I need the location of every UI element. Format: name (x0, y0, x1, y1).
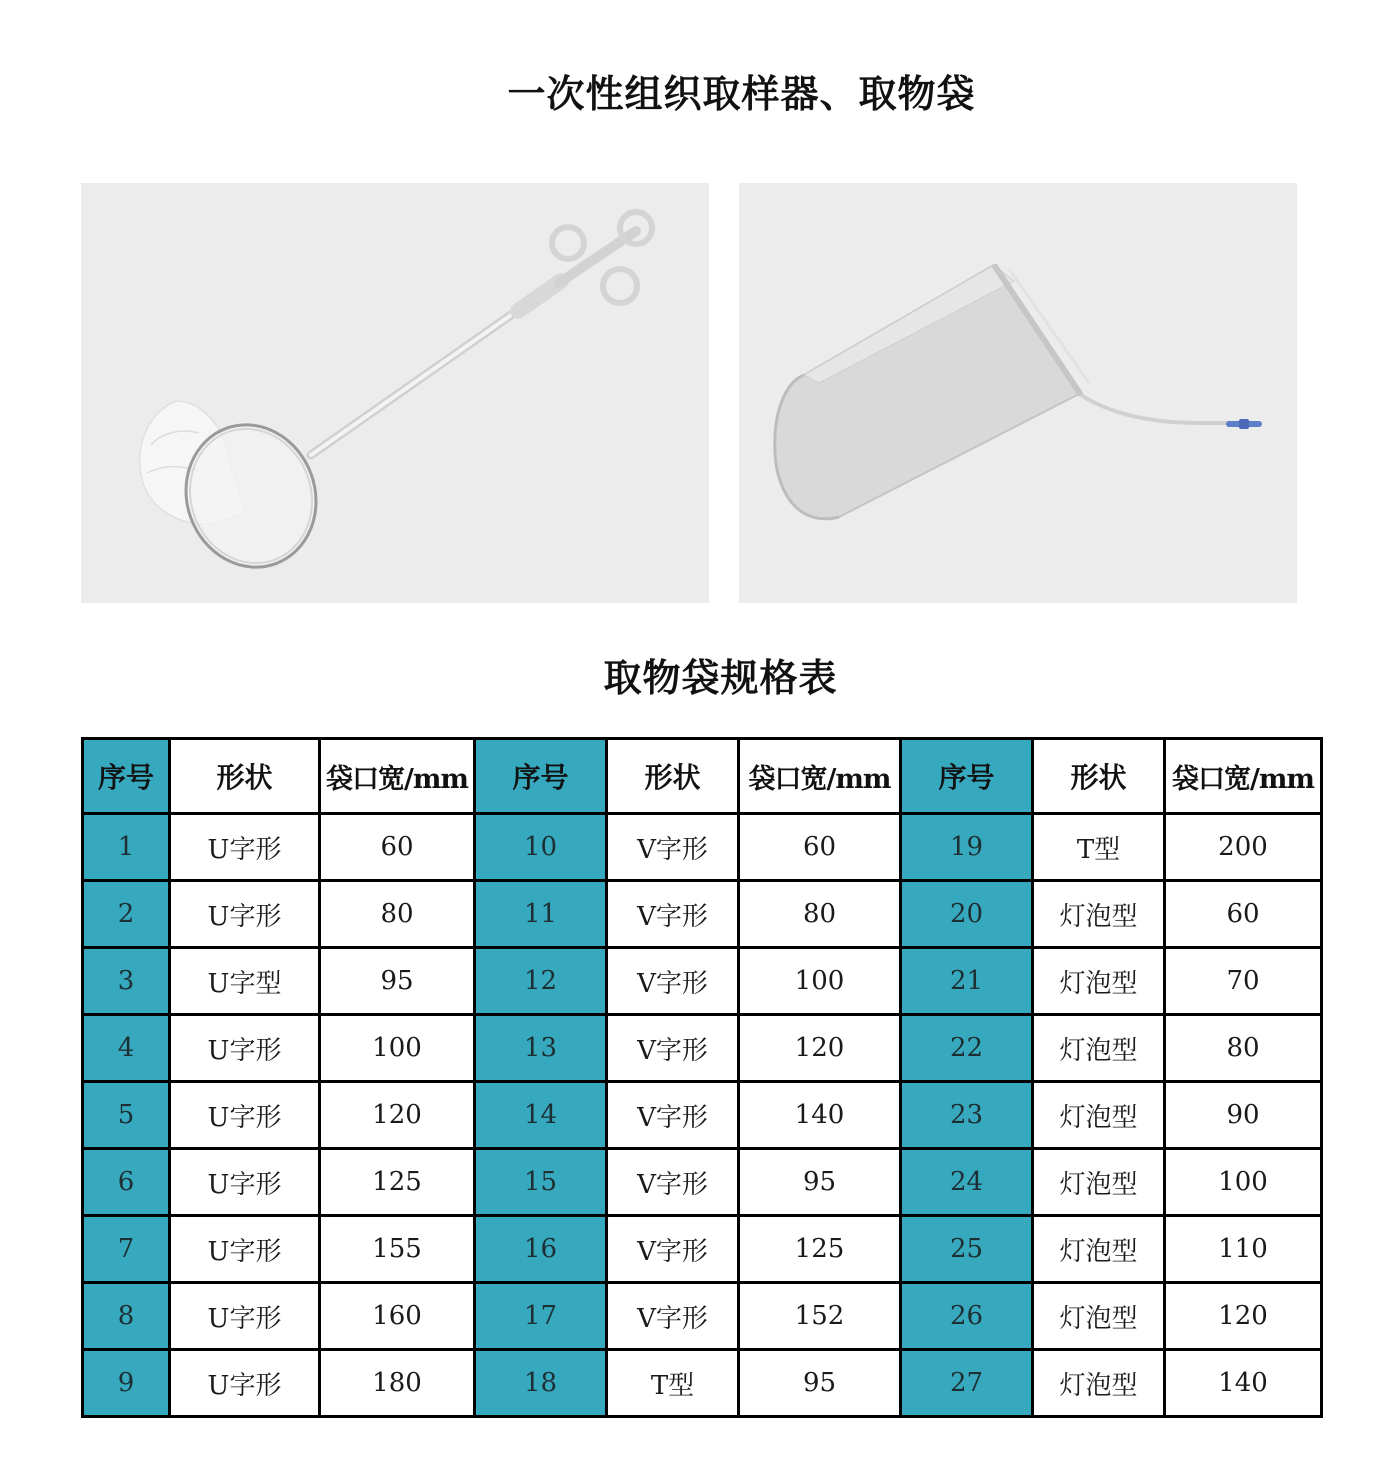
cell-width: 60 (1165, 881, 1322, 948)
header-no: 序号 (901, 739, 1033, 814)
header-width: 袋口宽/mm (1165, 739, 1322, 814)
table-row (83, 814, 1322, 881)
header-width: 袋口宽/mm (739, 739, 901, 814)
cell-width: 120 (739, 1015, 901, 1082)
cell-width: 80 (320, 881, 475, 948)
cell-shape: V字形 (607, 1149, 739, 1216)
cell-shape: V字形 (607, 1082, 739, 1149)
cell-no: 26 (901, 1283, 1033, 1350)
cell-shape: 灯泡型 (1033, 1082, 1165, 1149)
table-row (83, 1082, 1322, 1149)
cell-shape: V字形 (607, 1216, 739, 1283)
cell-width: 80 (1165, 1015, 1322, 1082)
header-shape: 形状 (1033, 739, 1165, 814)
cell-width: 152 (739, 1283, 901, 1350)
cell-shape: U字形 (170, 814, 320, 881)
cell-no: 6 (83, 1149, 170, 1216)
table-row (83, 1216, 1322, 1283)
cell-width: 160 (320, 1283, 475, 1350)
table-row (83, 881, 1322, 948)
cell-no: 2 (83, 881, 170, 948)
cell-shape: 灯泡型 (1033, 948, 1165, 1015)
retrieval-bag-photo (739, 183, 1297, 603)
cell-width: 60 (739, 814, 901, 881)
table-row (83, 1149, 1322, 1216)
cell-width: 120 (320, 1082, 475, 1149)
cell-no: 13 (475, 1015, 607, 1082)
cell-no: 12 (475, 948, 607, 1015)
header-shape: 形状 (607, 739, 739, 814)
cell-no: 16 (475, 1216, 607, 1283)
cell-width: 60 (320, 814, 475, 881)
cell-no: 8 (83, 1283, 170, 1350)
cell-shape: 灯泡型 (1033, 881, 1165, 948)
cell-no: 14 (475, 1082, 607, 1149)
cell-no: 18 (475, 1350, 607, 1417)
cell-shape: V字形 (607, 1283, 739, 1350)
cell-width: 100 (320, 1015, 475, 1082)
tissue-sampler-photo (81, 183, 709, 603)
cell-no: 15 (475, 1149, 607, 1216)
header-width: 袋口宽/mm (320, 739, 475, 814)
cell-no: 20 (901, 881, 1033, 948)
cell-width: 125 (320, 1149, 475, 1216)
header-row (83, 739, 1322, 814)
cell-no: 19 (901, 814, 1033, 881)
cell-no: 3 (83, 948, 170, 1015)
cell-no: 9 (83, 1350, 170, 1417)
cell-shape: 灯泡型 (1033, 1149, 1165, 1216)
spec-table (81, 737, 1323, 1418)
cell-shape: T型 (607, 1350, 739, 1417)
cell-shape: T型 (1033, 814, 1165, 881)
cell-shape: 灯泡型 (1033, 1283, 1165, 1350)
cell-shape: 灯泡型 (1033, 1216, 1165, 1283)
table-row (83, 948, 1322, 1015)
cell-no: 27 (901, 1350, 1033, 1417)
spec-table-title: 取物袋规格表 (603, 656, 838, 700)
cell-shape: U字形 (170, 1283, 320, 1350)
cell-shape: 灯泡型 (1033, 1350, 1165, 1417)
cell-no: 22 (901, 1015, 1033, 1082)
cell-no: 5 (83, 1082, 170, 1149)
header-no: 序号 (475, 739, 607, 814)
cell-no: 1 (83, 814, 170, 881)
cell-shape: U字形 (170, 1350, 320, 1417)
cell-width: 100 (739, 948, 901, 1015)
cell-width: 125 (739, 1216, 901, 1283)
cell-width: 95 (320, 948, 475, 1015)
cell-shape: U字形 (170, 1216, 320, 1283)
cell-width: 110 (1165, 1216, 1322, 1283)
header-shape: 形状 (170, 739, 320, 814)
cell-shape: U字形 (170, 881, 320, 948)
cell-shape: U字形 (170, 1082, 320, 1149)
table-row (83, 1350, 1322, 1417)
cell-width: 200 (1165, 814, 1322, 881)
cell-width: 90 (1165, 1082, 1322, 1149)
header-no: 序号 (83, 739, 170, 814)
cell-shape: V字形 (607, 881, 739, 948)
cell-width: 140 (1165, 1350, 1322, 1417)
cell-width: 80 (739, 881, 901, 948)
cell-no: 25 (901, 1216, 1033, 1283)
cell-shape: V字形 (607, 814, 739, 881)
cell-no: 21 (901, 948, 1033, 1015)
cell-no: 4 (83, 1015, 170, 1082)
cell-no: 7 (83, 1216, 170, 1283)
cell-width: 70 (1165, 948, 1322, 1015)
cell-shape: V字形 (607, 1015, 739, 1082)
cell-shape: V字形 (607, 948, 739, 1015)
cell-width: 100 (1165, 1149, 1322, 1216)
cell-width: 95 (739, 1350, 901, 1417)
cell-shape: U字型 (170, 948, 320, 1015)
cell-no: 10 (475, 814, 607, 881)
page-title: 一次性组织取样器、取物袋 (507, 72, 976, 116)
cell-no: 11 (475, 881, 607, 948)
cell-shape: U字形 (170, 1015, 320, 1082)
cell-width: 155 (320, 1216, 475, 1283)
cell-width: 180 (320, 1350, 475, 1417)
cell-no: 24 (901, 1149, 1033, 1216)
table-row (83, 1283, 1322, 1350)
cell-shape: 灯泡型 (1033, 1015, 1165, 1082)
cell-width: 140 (739, 1082, 901, 1149)
cell-no: 17 (475, 1283, 607, 1350)
table-row (83, 1015, 1322, 1082)
cell-width: 120 (1165, 1283, 1322, 1350)
cell-shape: U字形 (170, 1149, 320, 1216)
cell-width: 95 (739, 1149, 901, 1216)
cell-no: 23 (901, 1082, 1033, 1149)
